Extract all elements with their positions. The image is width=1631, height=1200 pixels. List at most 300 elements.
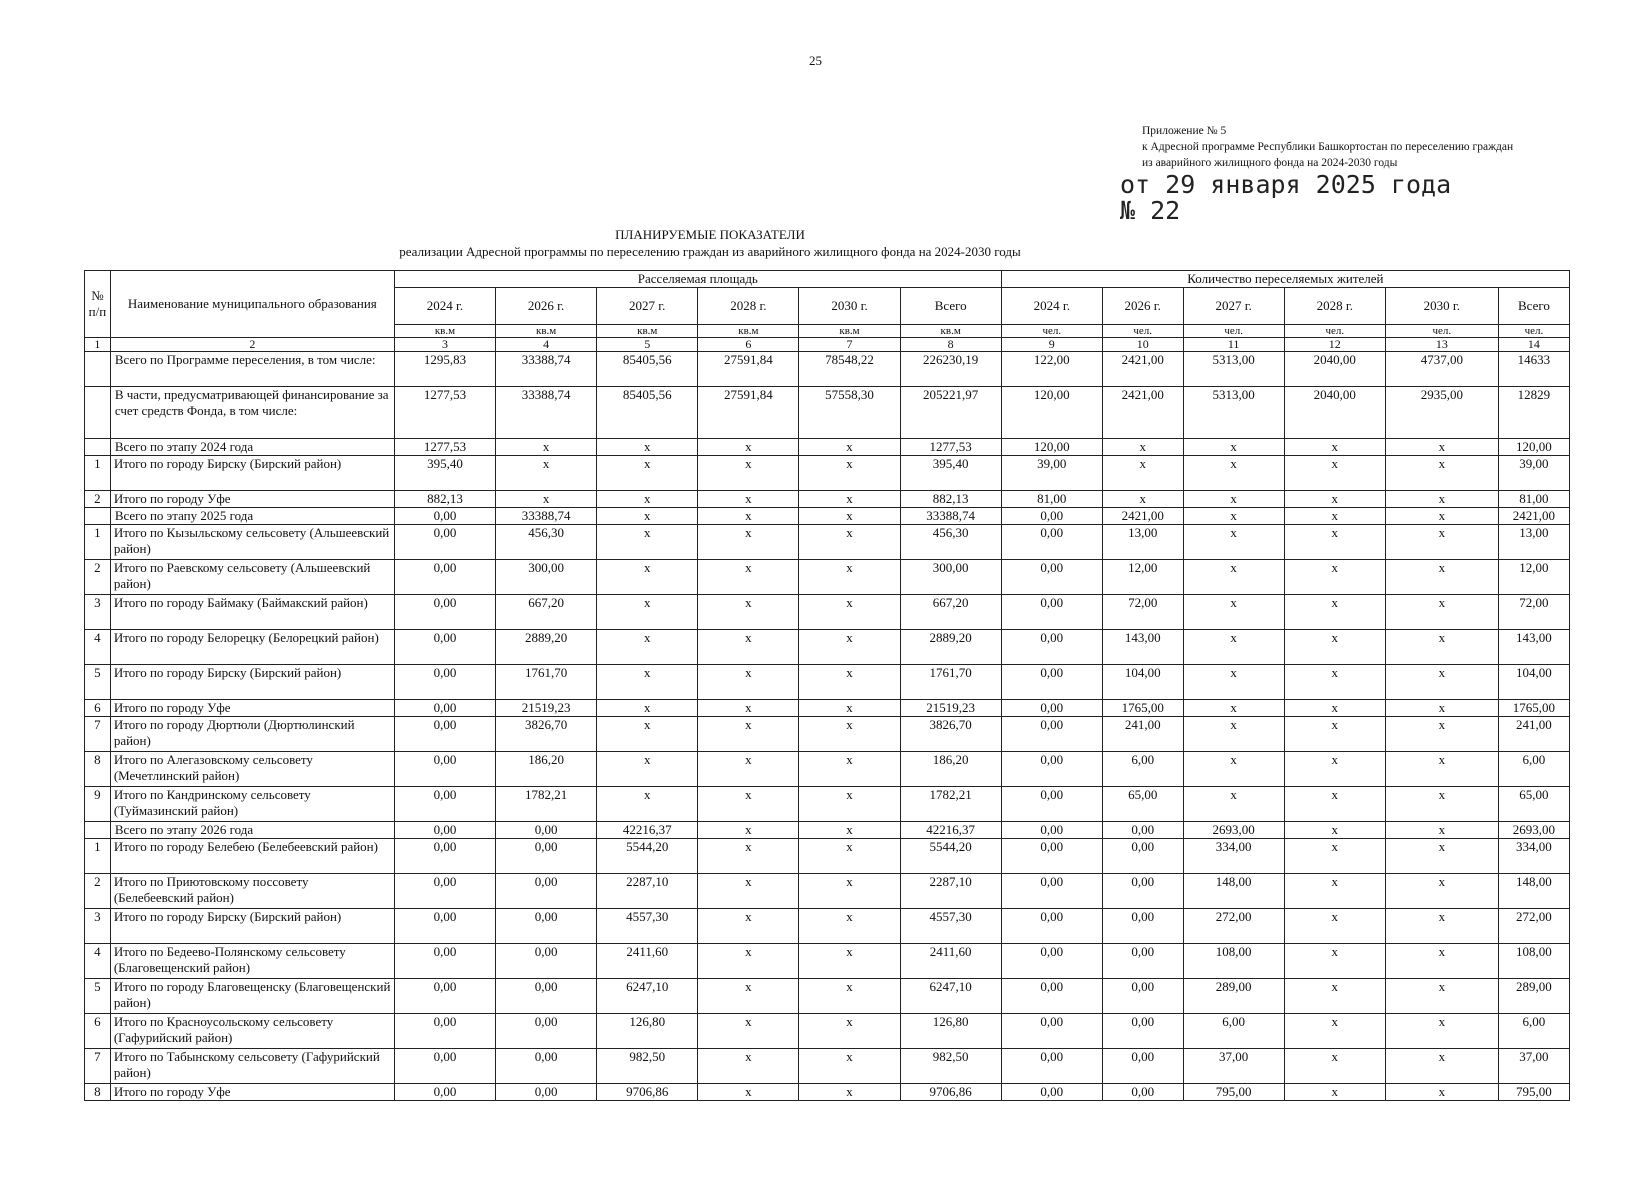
header-unit: чел.: [1183, 325, 1284, 338]
row-value: х: [1183, 752, 1284, 787]
row-value: х: [1284, 439, 1385, 456]
row-value: 2889,20: [496, 630, 597, 665]
row-value: х: [1385, 700, 1498, 717]
row-number: 3: [85, 595, 111, 630]
row-value: 795,00: [1498, 1084, 1569, 1101]
row-value: х: [1183, 439, 1284, 456]
row-value: 2935,00: [1385, 387, 1498, 439]
row-number: [85, 387, 111, 439]
row-value: х: [698, 752, 799, 787]
row-value: 85405,56: [597, 387, 698, 439]
row-value: 982,50: [900, 1049, 1001, 1084]
row-value: 0,00: [1102, 909, 1183, 944]
row-value: х: [1385, 717, 1498, 752]
row-value: 0,00: [394, 665, 495, 700]
row-value: х: [799, 508, 900, 525]
row-value: 2040,00: [1284, 352, 1385, 387]
row-value: 2693,00: [1183, 822, 1284, 839]
row-number: 5: [85, 979, 111, 1014]
appendix-line: Приложение № 5: [1142, 125, 1227, 137]
municipality-name: Итого по городу Бирску (Бирский район): [110, 456, 394, 491]
table-row: [85, 1049, 1570, 1084]
row-value: 0,00: [496, 822, 597, 839]
row-value: 37,00: [1183, 1049, 1284, 1084]
row-value: х: [1183, 665, 1284, 700]
indicators-table: [84, 270, 1570, 1101]
row-value: 0,00: [1001, 717, 1102, 752]
row-value: 143,00: [1498, 630, 1569, 665]
row-value: 982,50: [597, 1049, 698, 1084]
row-value: 78548,22: [799, 352, 900, 387]
row-number: 3: [85, 909, 111, 944]
row-value: х: [1284, 874, 1385, 909]
row-value: 27591,84: [698, 352, 799, 387]
row-value: 0,00: [394, 1014, 495, 1049]
row-value: х: [1385, 508, 1498, 525]
header-unit: кв.м: [394, 325, 495, 338]
row-value: х: [597, 700, 698, 717]
row-value: 882,13: [394, 491, 495, 508]
row-value: х: [799, 700, 900, 717]
row-value: х: [1385, 1014, 1498, 1049]
row-value: х: [496, 439, 597, 456]
header-unit: чел.: [1284, 325, 1385, 338]
row-value: 300,00: [496, 560, 597, 595]
row-value: х: [1284, 822, 1385, 839]
row-value: х: [1284, 979, 1385, 1014]
row-value: 57558,30: [799, 387, 900, 439]
header-name: Наименование муниципального образования: [110, 271, 394, 338]
row-value: 33388,74: [496, 508, 597, 525]
row-value: х: [1284, 700, 1385, 717]
header-unit: кв.м: [698, 325, 799, 338]
row-value: х: [1385, 874, 1498, 909]
row-value: х: [496, 456, 597, 491]
row-value: х: [799, 909, 900, 944]
row-value: 108,00: [1498, 944, 1569, 979]
table-row: [85, 1084, 1570, 1101]
row-value: х: [698, 979, 799, 1014]
row-value: х: [597, 665, 698, 700]
row-value: 241,00: [1498, 717, 1569, 752]
table-row: [85, 525, 1570, 560]
row-value: 126,80: [900, 1014, 1001, 1049]
row-value: х: [1284, 456, 1385, 491]
row-value: х: [698, 491, 799, 508]
row-value: 1782,21: [900, 787, 1001, 822]
row-value: 395,40: [394, 456, 495, 491]
row-value: 0,00: [394, 630, 495, 665]
row-value: х: [1183, 717, 1284, 752]
row-value: х: [597, 787, 698, 822]
row-value: 0,00: [496, 1014, 597, 1049]
header-no: № п/п: [85, 271, 111, 338]
row-value: 12,00: [1498, 560, 1569, 595]
row-value: 0,00: [394, 944, 495, 979]
header-column-number: 8: [900, 338, 1001, 352]
row-value: х: [1284, 839, 1385, 874]
row-number: 6: [85, 700, 111, 717]
table-row: [85, 439, 1570, 456]
header-unit: чел.: [1001, 325, 1102, 338]
title-subheading: реализации Адресной программы по переселению граждан из аварийного жилищного фонда на 2024-2030 годы: [399, 244, 1021, 259]
row-value: 6,00: [1102, 752, 1183, 787]
header-year: 2028 г.: [1284, 288, 1385, 325]
row-value: 3826,70: [900, 717, 1001, 752]
row-value: 456,30: [900, 525, 1001, 560]
municipality-name: Итого по городу Бирску (Бирский район): [110, 909, 394, 944]
row-value: 0,00: [394, 595, 495, 630]
row-value: 65,00: [1102, 787, 1183, 822]
row-value: х: [1284, 1084, 1385, 1101]
row-value: 33388,74: [496, 352, 597, 387]
municipality-name: Итого по городу Благовещенску (Благовещенский район): [110, 979, 394, 1014]
row-value: 81,00: [1498, 491, 1569, 508]
row-value: 0,00: [1001, 909, 1102, 944]
row-value: 4737,00: [1385, 352, 1498, 387]
row-value: 120,00: [1001, 387, 1102, 439]
row-value: 0,00: [1001, 787, 1102, 822]
row-value: 1295,83: [394, 352, 495, 387]
municipality-name: Итого по городу Уфе: [110, 1084, 394, 1101]
municipality-name: Итого по городу Баймаку (Баймакский район): [110, 595, 394, 630]
table-row: [85, 352, 1570, 387]
row-value: х: [1284, 508, 1385, 525]
row-value: х: [799, 439, 900, 456]
table-row: [85, 630, 1570, 665]
row-value: 1782,21: [496, 787, 597, 822]
table-row: [85, 560, 1570, 595]
row-value: х: [799, 595, 900, 630]
municipality-name: Итого по Красноусольскому сельсовету (Гафурийский район): [110, 1014, 394, 1049]
row-number: 5: [85, 665, 111, 700]
row-value: 334,00: [1498, 839, 1569, 874]
row-value: х: [1385, 665, 1498, 700]
row-value: 0,00: [1001, 979, 1102, 1014]
header-column-number: 12: [1284, 338, 1385, 352]
row-value: х: [799, 560, 900, 595]
municipality-name: Всего по Программе переселения, в том числе:: [110, 352, 394, 387]
header-unit: чел.: [1385, 325, 1498, 338]
row-value: 0,00: [1001, 874, 1102, 909]
row-value: х: [1385, 787, 1498, 822]
row-value: 0,00: [1102, 944, 1183, 979]
row-value: 72,00: [1102, 595, 1183, 630]
row-value: х: [799, 1014, 900, 1049]
row-value: х: [1183, 508, 1284, 525]
municipality-name: Итого по городу Уфе: [110, 700, 394, 717]
row-number: 7: [85, 1049, 111, 1084]
header-column-number: 6: [698, 338, 799, 352]
row-value: 0,00: [1102, 1049, 1183, 1084]
header-unit: чел.: [1498, 325, 1569, 338]
row-value: 0,00: [394, 508, 495, 525]
row-value: 0,00: [394, 839, 495, 874]
header-column-number: 9: [1001, 338, 1102, 352]
row-value: х: [597, 456, 698, 491]
municipality-name: Итого по городу Бирску (Бирский район): [110, 665, 394, 700]
municipality-name: Итого по Кызыльскому сельсовету (Альшеевский район): [110, 525, 394, 560]
row-value: х: [1385, 439, 1498, 456]
table-row: [85, 665, 1570, 700]
row-value: х: [799, 456, 900, 491]
row-value: х: [698, 560, 799, 595]
appendix-line: из аварийного жилищного фонда на 2024-2030 годы: [1142, 157, 1398, 169]
header-year: 2028 г.: [698, 288, 799, 325]
row-value: 0,00: [496, 1084, 597, 1101]
row-value: 27591,84: [698, 387, 799, 439]
row-value: х: [1385, 979, 1498, 1014]
row-value: 0,00: [394, 700, 495, 717]
municipality-name: Итого по городу Белорецку (Белорецкий район): [110, 630, 394, 665]
row-value: 9706,86: [900, 1084, 1001, 1101]
row-value: 2411,60: [900, 944, 1001, 979]
document-title: [355, 226, 1065, 260]
row-value: 81,00: [1001, 491, 1102, 508]
row-value: х: [1284, 525, 1385, 560]
header-column-number: 13: [1385, 338, 1498, 352]
table-row: [85, 491, 1570, 508]
header-area-group: Расселяемая площадь: [394, 271, 1001, 288]
row-value: х: [597, 525, 698, 560]
row-value: 0,00: [394, 787, 495, 822]
row-value: 13,00: [1102, 525, 1183, 560]
row-value: 0,00: [394, 1084, 495, 1101]
row-value: х: [1385, 630, 1498, 665]
row-value: 0,00: [496, 1049, 597, 1084]
row-value: 0,00: [1102, 839, 1183, 874]
row-value: х: [597, 717, 698, 752]
table-row: [85, 752, 1570, 787]
row-value: 122,00: [1001, 352, 1102, 387]
municipality-name: В части, предусматривающей финансирование за счет средств Фонда, в том числе:: [110, 387, 394, 439]
row-value: 241,00: [1102, 717, 1183, 752]
row-value: х: [1385, 944, 1498, 979]
row-value: 0,00: [1001, 595, 1102, 630]
municipality-name: Всего по этапу 2026 года: [110, 822, 394, 839]
row-number: 9: [85, 787, 111, 822]
table-row: [85, 700, 1570, 717]
header-column-number: 4: [496, 338, 597, 352]
row-value: 0,00: [1001, 508, 1102, 525]
row-value: 39,00: [1001, 456, 1102, 491]
row-value: х: [1284, 665, 1385, 700]
row-value: 456,30: [496, 525, 597, 560]
row-value: 65,00: [1498, 787, 1569, 822]
row-value: х: [799, 1049, 900, 1084]
header-people-group: Количество переселяемых жителей: [1001, 271, 1569, 288]
row-value: 104,00: [1102, 665, 1183, 700]
row-value: 0,00: [1102, 874, 1183, 909]
row-value: 1277,53: [900, 439, 1001, 456]
row-value: 186,20: [900, 752, 1001, 787]
row-value: х: [1284, 595, 1385, 630]
row-value: х: [799, 717, 900, 752]
header-column-number: 7: [799, 338, 900, 352]
row-value: х: [1183, 560, 1284, 595]
row-value: х: [799, 839, 900, 874]
row-value: 6247,10: [900, 979, 1001, 1014]
header-column-number: 10: [1102, 338, 1183, 352]
row-value: 0,00: [496, 909, 597, 944]
row-value: х: [698, 630, 799, 665]
row-value: х: [1284, 787, 1385, 822]
row-value: 0,00: [496, 874, 597, 909]
row-value: 0,00: [1001, 822, 1102, 839]
row-value: 1761,70: [496, 665, 597, 700]
row-value: 1761,70: [900, 665, 1001, 700]
appendix-line: к Адресной программе Республики Башкортостан по переселению граждан: [1142, 141, 1514, 153]
row-value: 226230,19: [900, 352, 1001, 387]
row-value: 395,40: [900, 456, 1001, 491]
row-value: 0,00: [1001, 560, 1102, 595]
row-number: 2: [85, 874, 111, 909]
table-row: [85, 456, 1570, 491]
row-number: 8: [85, 1084, 111, 1101]
row-value: 0,00: [1102, 1084, 1183, 1101]
row-value: х: [1284, 1014, 1385, 1049]
row-value: х: [1183, 491, 1284, 508]
row-value: х: [1385, 560, 1498, 595]
row-number: 8: [85, 752, 111, 787]
row-value: 2287,10: [597, 874, 698, 909]
row-value: х: [597, 508, 698, 525]
row-value: х: [597, 630, 698, 665]
stamp-date: от 29 января 2025 года: [1120, 170, 1452, 199]
row-value: х: [1284, 1049, 1385, 1084]
row-value: х: [1102, 491, 1183, 508]
header-column-number: 1: [85, 338, 111, 352]
header-column-number: 5: [597, 338, 698, 352]
header-year: 2024 г.: [1001, 288, 1102, 325]
row-value: х: [698, 525, 799, 560]
row-value: х: [597, 595, 698, 630]
title-heading: ПЛАНИРУЕМЫЕ ПОКАЗАТЕЛИ: [615, 227, 805, 242]
row-value: х: [1385, 525, 1498, 560]
row-value: 108,00: [1183, 944, 1284, 979]
page-number: 25: [809, 53, 822, 68]
row-value: х: [1385, 839, 1498, 874]
row-value: 0,00: [394, 822, 495, 839]
row-value: х: [1385, 1084, 1498, 1101]
row-value: 39,00: [1498, 456, 1569, 491]
row-value: 0,00: [1102, 979, 1183, 1014]
table-row: [85, 1014, 1570, 1049]
row-value: 1765,00: [1102, 700, 1183, 717]
row-value: х: [597, 439, 698, 456]
row-value: х: [698, 700, 799, 717]
row-value: х: [698, 1084, 799, 1101]
row-value: х: [698, 439, 799, 456]
row-value: 0,00: [1102, 822, 1183, 839]
row-value: х: [1385, 595, 1498, 630]
row-value: 143,00: [1102, 630, 1183, 665]
row-number: 4: [85, 944, 111, 979]
row-value: 0,00: [394, 717, 495, 752]
header-unit: чел.: [1102, 325, 1183, 338]
row-value: х: [1284, 491, 1385, 508]
row-value: 14633: [1498, 352, 1569, 387]
row-value: х: [1385, 822, 1498, 839]
row-value: 0,00: [394, 752, 495, 787]
row-value: 300,00: [900, 560, 1001, 595]
table-row: [85, 787, 1570, 822]
row-value: 0,00: [496, 944, 597, 979]
row-value: 0,00: [1001, 752, 1102, 787]
row-value: х: [799, 822, 900, 839]
row-value: 0,00: [1001, 839, 1102, 874]
row-value: 12829: [1498, 387, 1569, 439]
row-value: 3826,70: [496, 717, 597, 752]
row-value: 0,00: [496, 979, 597, 1014]
row-value: 9706,86: [597, 1084, 698, 1101]
row-value: 0,00: [1102, 1014, 1183, 1049]
row-value: х: [698, 595, 799, 630]
row-value: х: [799, 665, 900, 700]
row-value: 1765,00: [1498, 700, 1569, 717]
row-value: х: [799, 979, 900, 1014]
row-value: 33388,74: [900, 508, 1001, 525]
row-value: 0,00: [1001, 700, 1102, 717]
row-value: 2889,20: [900, 630, 1001, 665]
row-value: х: [1183, 700, 1284, 717]
row-value: 795,00: [1183, 1084, 1284, 1101]
row-value: 0,00: [496, 839, 597, 874]
row-value: 6,00: [1498, 1014, 1569, 1049]
municipality-name: Итого по Приютовскому поссовету (Белебеевский район): [110, 874, 394, 909]
row-value: х: [799, 944, 900, 979]
row-value: 1277,53: [394, 439, 495, 456]
row-number: 2: [85, 491, 111, 508]
header-year: 2027 г.: [597, 288, 698, 325]
municipality-name: Итого по Алегазовскому сельсовету (Мечетлинский район): [110, 752, 394, 787]
row-value: х: [698, 717, 799, 752]
row-value: х: [597, 752, 698, 787]
header-year: 2027 г.: [1183, 288, 1284, 325]
row-number: [85, 439, 111, 456]
municipality-name: Всего по этапу 2025 года: [110, 508, 394, 525]
row-number: 2: [85, 560, 111, 595]
row-value: х: [1385, 752, 1498, 787]
row-value: 0,00: [1001, 944, 1102, 979]
row-value: 882,13: [900, 491, 1001, 508]
row-value: 72,00: [1498, 595, 1569, 630]
row-value: х: [799, 630, 900, 665]
row-value: 2421,00: [1102, 352, 1183, 387]
row-value: х: [799, 525, 900, 560]
header-year: 2024 г.: [394, 288, 495, 325]
row-value: 4557,30: [900, 909, 1001, 944]
header-column-number: 2: [110, 338, 394, 352]
row-value: х: [799, 752, 900, 787]
table-row: [85, 822, 1570, 839]
row-value: х: [799, 787, 900, 822]
header-column-number: 11: [1183, 338, 1284, 352]
row-value: 5544,20: [597, 839, 698, 874]
row-value: 120,00: [1001, 439, 1102, 456]
row-value: 2287,10: [900, 874, 1001, 909]
row-value: х: [1284, 717, 1385, 752]
header-year: 2030 г.: [1385, 288, 1498, 325]
header-year: 2030 г.: [799, 288, 900, 325]
table-row: [85, 944, 1570, 979]
row-value: 126,80: [597, 1014, 698, 1049]
row-value: 37,00: [1498, 1049, 1569, 1084]
header-unit: кв.м: [900, 325, 1001, 338]
row-value: 667,20: [900, 595, 1001, 630]
stamp-number: № 22: [1120, 196, 1181, 225]
row-value: 2693,00: [1498, 822, 1569, 839]
